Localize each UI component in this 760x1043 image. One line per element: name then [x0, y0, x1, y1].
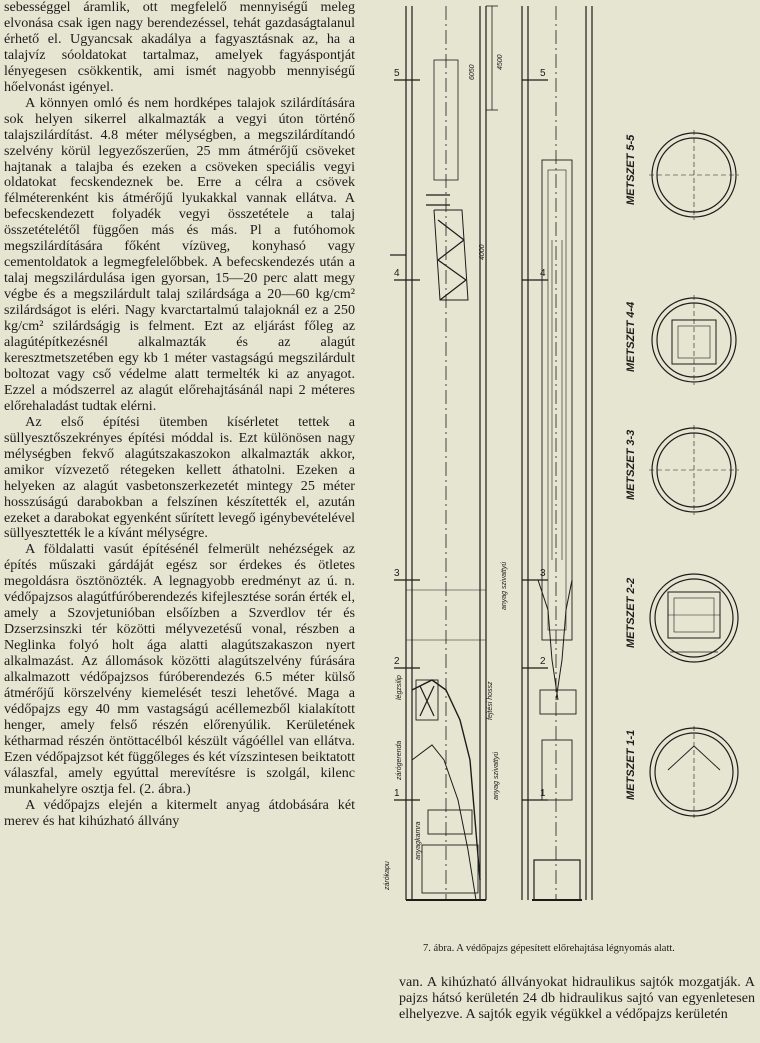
engineering-figure — [372, 0, 760, 935]
cut-number-1: 1 — [394, 788, 400, 799]
annotation: légzsilip — [396, 675, 403, 700]
cut-numbers — [394, 68, 546, 799]
paragraph: A földalatti vasút építésénél felmerült nehézségek az építés műszaki gárdáját egész sor érdekes és ötletes megoldásra ösztönözték. A legnagyobb eredményt az ú. n. védőpajzsos alagútfúróberendezés kifejlesztése során érték el, amely a Szovjetunióban elsőízben a Szverdlov tér és Dzserzsinszki tér közötti mélyvezetésű vonal, részben a Neglinka folyó holt ága alatti alagútszakaszon nyert alkalmazást. Az állomások közötti alagútszelvény fúrására alkalmazott védőpajzsos fúróberendezés 6.5 méter külső átmérőjű körszelvény kiemelését teszi lehetővé. Maga a védőpajzs egy 40 mm vastagságú acéllemezből kialakított henger, amely felső részén előrenyúlik. Kerületének kétharmad részén öntöttacélból készült vágóéllel van ellátva. Ezen védőpajzsot két függőleges és két vízszintesen beiktatott válaszfal, amely egyúttal merevítésre is szolgál, kilenc munkahelyre osztja fel. (2. ábra.) — [4, 541, 355, 797]
left-text-column — [4, 0, 355, 830]
annotation: zárókapu — [384, 861, 391, 890]
cut-number-5-right: 5 — [540, 68, 546, 79]
section-label-2: METSZET 2-2 — [625, 577, 637, 648]
dimension-label: 4000 — [479, 244, 486, 260]
section-label-5: METSZET 5-5 — [625, 134, 637, 205]
section-label-1: METSZET 1-1 — [625, 729, 637, 800]
cut-number-5: 5 — [394, 68, 400, 79]
cut-number-2-right: 2 — [540, 656, 546, 667]
annotation: zárógerenda — [396, 740, 403, 780]
paragraph: A védőpajzs elején a kitermelt anyag átdobására két merev és hat kihúzható állvány — [4, 796, 355, 829]
right-text-column — [399, 975, 755, 1023]
section-label-3: METSZET 3-3 — [625, 429, 637, 500]
section-labels — [625, 134, 637, 800]
dimension-label: 4500 — [497, 54, 504, 70]
paragraph: A könnyen omló és nem hordképes talajok szilárdítására sok helyen sikerrel alkalmazták a vegyi úton történő talajszilárdítást. 4.8 méter mélységben, a megszilárdítandó szelvény körül legyezőszerűen, 25 mm átmérőjű csöveket hajtanak a talajba és ezeken a csöveken speciális vegyi oldatokat fecskendeznek be. Erre a célra a csövek félméterenként kis átmérőjű lyukakkal vannak ellátva. A befecskendezett folyadék vegyi összetétele a talaj összetételétől függően más és más. Pl a futóhomok megszilárdítására főként vízüveg, konyhasó vagy cementoldatok a legmegfelelőbbek. A befecskendezés után a talaj megszilárdulása igen gyorsan, 15—20 perc alatt megy végbe és a megszilárdult talaj szilárdsága a 20—60 kg/cm² szilárdságot is eléri. Nagy kvarctartalmú talajoknál ez a 250 kg/cm² szilárdságig is felment. Ezt az eljárást főleg az alagútépítkezésnél alkalmazták és az alagút keresztmetszetében egy kb 1 méter vastagságú megszilárdult boltozat vagy cső védelme alatt termelték ki az anyagot. Ezzel a módszerrel az alagút előrehajtásánál napi 2 méteres előrehaladást tudtak elérni. — [4, 94, 355, 414]
section-label-4: METSZET 4-4 — [625, 301, 637, 372]
annotation: anyagkamra — [415, 821, 422, 860]
cut-number-2: 2 — [394, 656, 400, 667]
tunnel-shield-drawing — [372, 0, 760, 935]
paragraph: van. A kihúzható állványokat hidraulikus sajtók mozgatják. A pajzs hátsó kerületén 24 db hidraulikus sajtó van egyenletesen elhelyezve. A sajtók egyik végükkel a védőpajzs kerületén — [399, 974, 755, 1022]
cut-number-4: 4 — [394, 268, 400, 279]
paragraph: Az első építési ütemben kísérletet tettek a süllyesztőszekrényes építési móddal is. Ezt különösen nagy mélységben fekvő alagútszakaszokon alkalmazták akkor, amikor vízvezető rétegeken kellett áthatolni. Ezeken a helyeken az alagút vasbetonszerkezetét mintegy 25 méter hosszúságú darabokban a felszínen készítették el, azután ezeket a darabokat egyenként sűrített levegő igénybevételével süllyesztették le a kívánt mélységre. — [4, 413, 355, 542]
annotation: anyag szivattyú — [501, 561, 508, 610]
cut-number-3: 3 — [394, 568, 400, 579]
annotation: anyag szivattyú — [493, 751, 500, 800]
figure-caption: 7. ábra. A védőpajzs gépesített előrehajtása légnyomás alatt. — [423, 943, 675, 954]
cut-number-4-right: 4 — [540, 268, 546, 279]
annotation: fejtési hossz — [487, 681, 494, 720]
paragraph: sebességgel áramlik, ott megfelelő mennyiségű meleg elvonása csak igen nagy berendezéssel, tehát gazdaságtalanul érhető el. Ugyancsak akadálya a fagyasztásnak az, ha a talajvíz sóoldatokat tartalmaz, amelyek fagyáspontját lényegesen csökkentik, ami ismét nagyobb mennyiségű hőelvonást igényel. — [4, 0, 355, 95]
cut-number-3-right: 3 — [540, 568, 546, 579]
dimension-label: 6050 — [469, 64, 476, 80]
cut-number-1-right: 1 — [540, 788, 546, 799]
